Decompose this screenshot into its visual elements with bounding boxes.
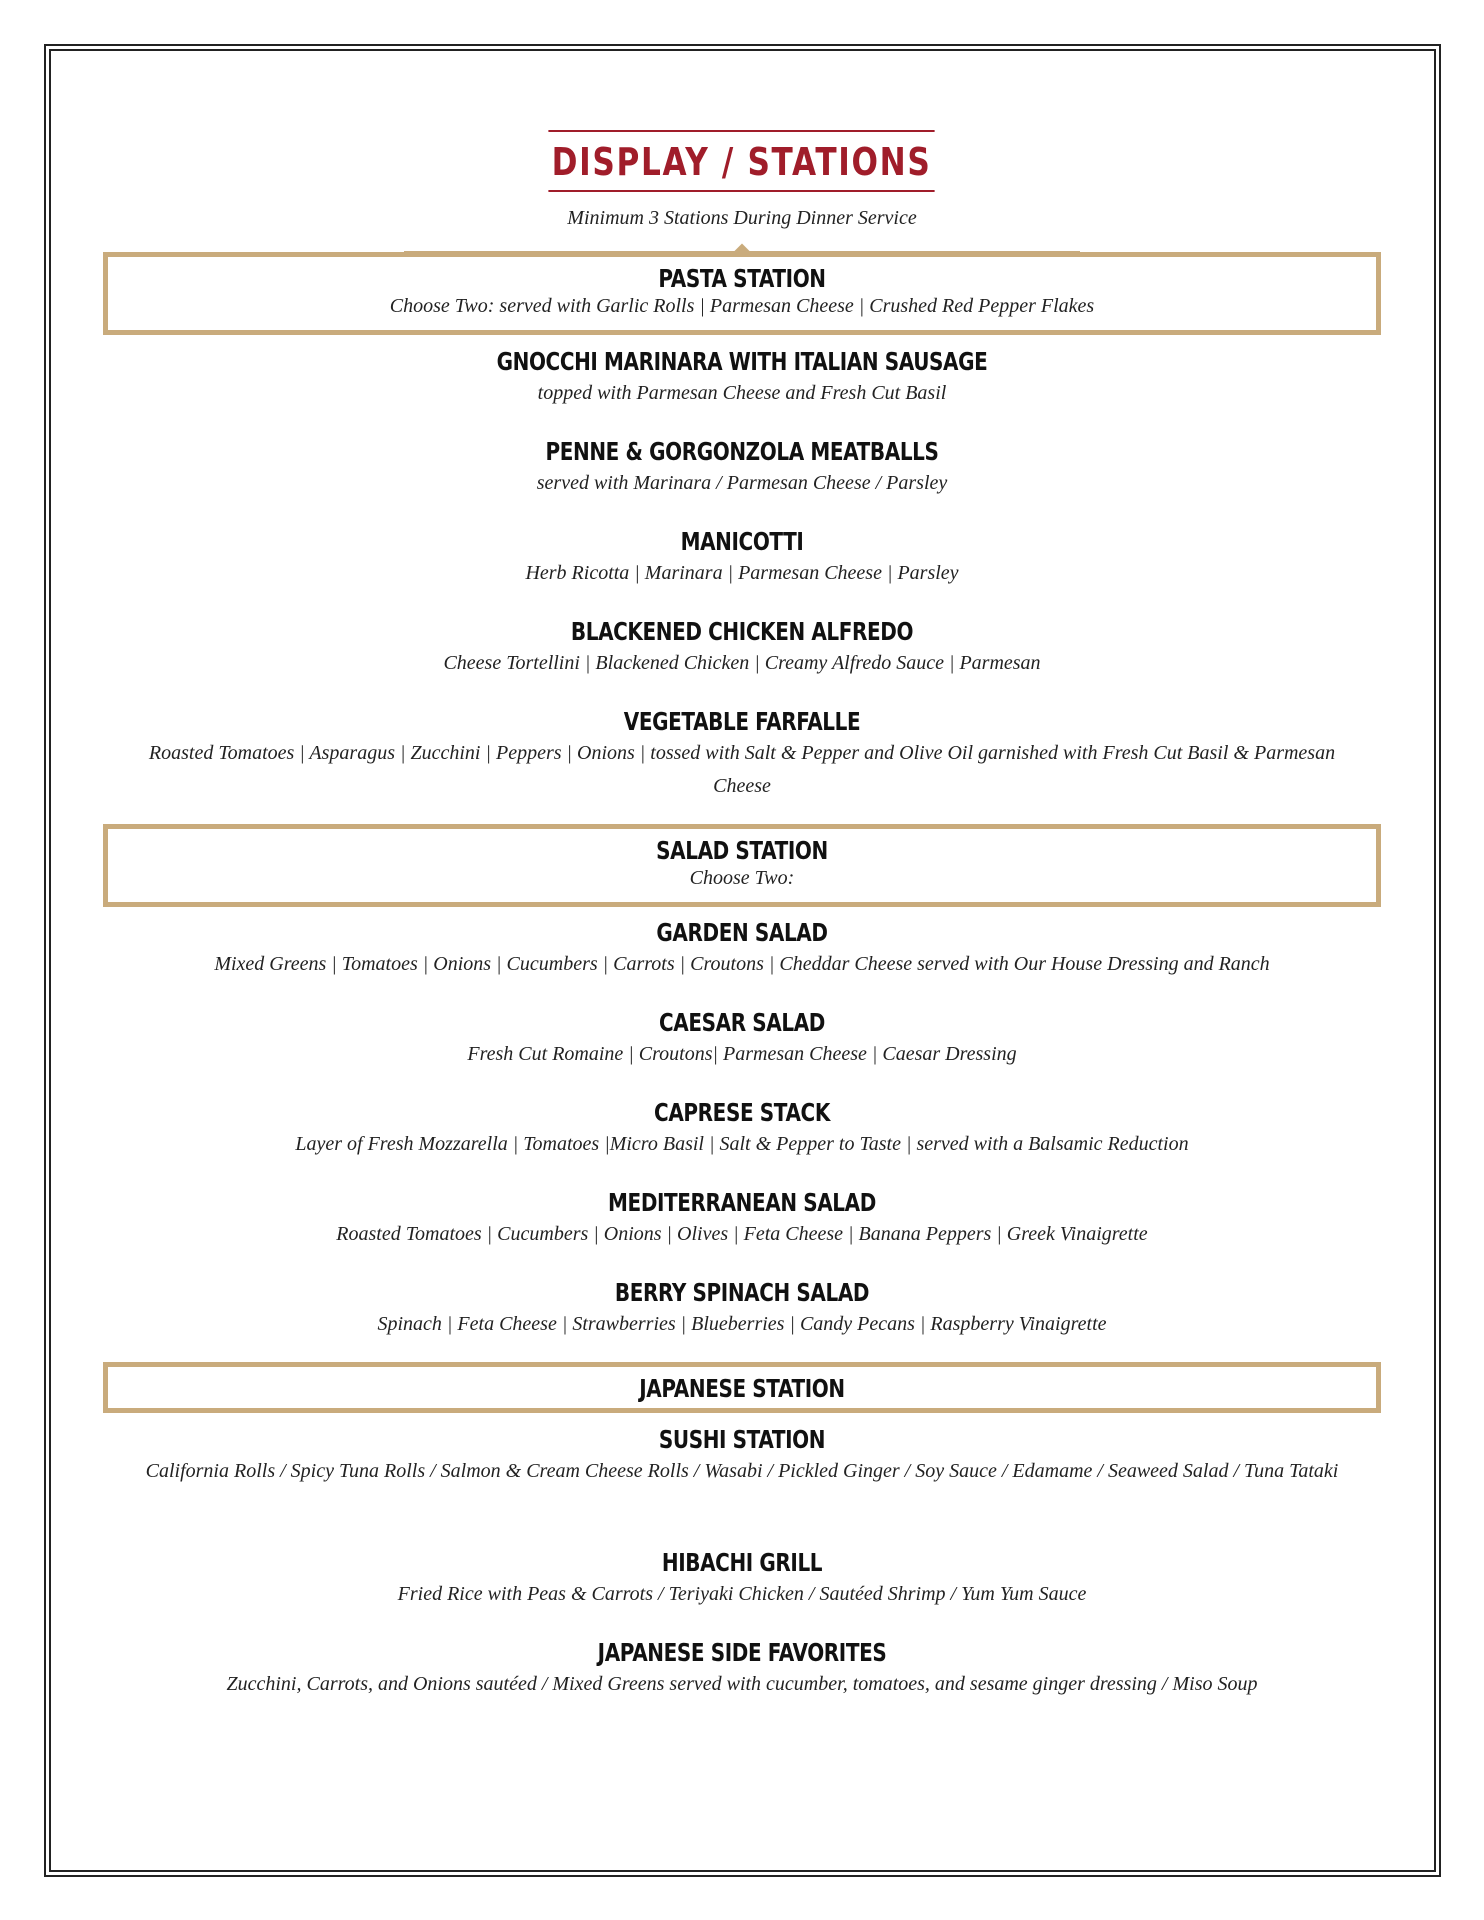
menu-item	[60, 527, 1424, 590]
item-description: Herb Ricotta | Marinara | Parmesan Cheese | Parsley	[525, 562, 959, 584]
item-description: topped with Parmesan Cheese and Fresh Cut Basil	[537, 382, 947, 404]
item-name: VEGETABLE FARFALLE	[623, 707, 861, 736]
page-title: DISPLAY / STATIONS	[549, 130, 935, 192]
item-name: JAPANESE SIDE FAVORITES	[597, 1638, 887, 1667]
item-name: HIBACHI GRILL	[661, 1548, 823, 1577]
menu-item	[60, 1278, 1424, 1341]
item-description: Cheese Tortellini | Blackened Chicken | Creamy Alfredo Sauce | Parmesan	[443, 652, 1041, 674]
item-name: MANICOTTI	[680, 527, 804, 556]
item-name: BERRY SPINACH SALAD	[614, 1278, 870, 1307]
station-title: JAPANESE STATION	[639, 1374, 845, 1403]
menu-item	[60, 1638, 1424, 1701]
item-description: Spinach | Feta Cheese | Strawberries | Blueberries | Candy Pecans | Raspberry Vinaigrette	[377, 1313, 1107, 1335]
station-title: PASTA STATION	[658, 264, 826, 293]
item-name: CAESAR SALAD	[659, 1008, 825, 1037]
item-description: Fresh Cut Romaine | Croutons| Parmesan Cheese | Caesar Dressing	[467, 1043, 1017, 1065]
menu-item	[60, 1425, 1424, 1488]
menu-item	[60, 918, 1424, 981]
station-title: SALAD STATION	[656, 836, 828, 865]
station-note: Choose Two: served with Garlic Rolls | Parmesan Cheese | Crushed Red Pepper Flakes	[389, 295, 1095, 317]
item-description: served with Marinara / Parmesan Cheese / Parsley	[536, 472, 948, 494]
menu-item	[60, 1188, 1424, 1251]
menu-item	[60, 1008, 1424, 1071]
item-description: Roasted Tomatoes | Asparagus | Zucchini | Peppers | Onions | tossed with Salt & Pepper and Olive Oil garnished with Fresh Cut Basil & Parmesan Cheese	[148, 742, 1336, 797]
item-name: SUSHI STATION	[658, 1425, 826, 1454]
menu-item	[60, 347, 1424, 410]
title-block	[60, 130, 1424, 192]
station-header-japanese	[103, 1362, 1381, 1413]
menu-item	[60, 707, 1424, 803]
menu-item	[60, 617, 1424, 680]
page-subtitle: Minimum 3 Stations During Dinner Service	[567, 207, 917, 229]
item-description: Layer of Fresh Mozzarella | Tomatoes |Micro Basil | Salt & Pepper to Taste | served with a Balsamic Reduction	[295, 1133, 1189, 1155]
station-header-salad	[103, 824, 1381, 907]
item-description: Zucchini, Carrots, and Onions sautéed / Mixed Greens served with cucumber, tomatoes, and sesame ginger dressing / Miso Soup	[226, 1673, 1258, 1695]
item-name: GARDEN SALAD	[656, 918, 828, 947]
item-name: MEDITERRANEAN SALAD	[608, 1188, 876, 1217]
item-name: GNOCCHI MARINARA WITH ITALIAN SAUSAGE	[496, 347, 988, 376]
item-description: California Rolls / Spicy Tuna Rolls / Salmon & Cream Cheese Rolls / Wasabi / Pickled Ginger / Soy Sauce / Edamame / Seaweed Salad / Tuna Tataki	[145, 1460, 1339, 1482]
item-name: BLACKENED CHICKEN ALFREDO	[570, 617, 914, 646]
item-description: Roasted Tomatoes | Cucumbers | Onions | Olives | Feta Cheese | Banana Peppers | Greek Vinaigrette	[336, 1223, 1148, 1245]
item-description: Mixed Greens | Tomatoes | Onions | Cucumbers | Carrots | Croutons | Cheddar Cheese served with Our House Dressing and Ranch	[214, 953, 1270, 975]
station-header-pasta	[103, 252, 1381, 335]
item-description: Fried Rice with Peas & Carrots / Teriyaki Chicken / Sautéed Shrimp / Yum Yum Sauce	[397, 1583, 1087, 1605]
item-name: PENNE & GORGONZOLA MEATBALLS	[545, 437, 939, 466]
menu-item	[60, 1098, 1424, 1161]
menu-item	[60, 1548, 1424, 1611]
menu-item	[60, 437, 1424, 500]
item-name: CAPRESE STACK	[654, 1098, 830, 1127]
station-note: Choose Two:	[689, 867, 795, 889]
